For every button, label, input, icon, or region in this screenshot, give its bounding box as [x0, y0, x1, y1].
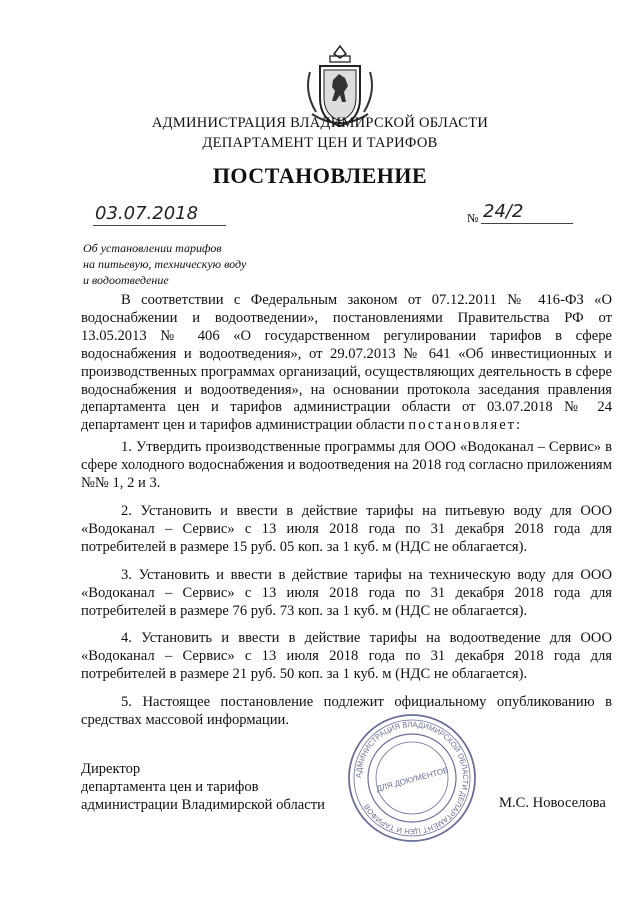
document-title: ПОСТАНОВЛЕНИЕ: [212, 163, 428, 188]
number-label: №: [467, 211, 479, 225]
signatory-name: М.С. Новоселова: [499, 795, 606, 811]
signature-department: департамента цен и тарифов: [81, 779, 259, 795]
stamp-center-text: ДЛЯ ДОКУМЕНТОВ: [375, 765, 450, 794]
header-department: ДЕПАРТАМЕНТ ЦЕН И ТАРИФОВ: [202, 135, 438, 151]
signature-administration: администрации Владимирской области: [81, 797, 325, 813]
preamble-paragraph: [81, 292, 612, 435]
header-administration: АДМИНИСТРАЦИЯ ВЛАДИМИРСКОЙ ОБЛАСТИ: [151, 115, 489, 131]
document-subject: [83, 240, 246, 288]
preamble-text: В соответствии с Федеральным законом от 07.12.2011 № 416-ФЗ «О водоснабжении и водоотведении», постановлениями Правительства РФ от 13.05.2013 № 406 «О государственном регулировании тарифов в сфере водоснабжения и водоотведения», от 29.07.2013 № 641 «Об инвестиционных и производственных программах организаций, осуществляющих деятельность в сфере водоснабжения и водоотведения», на основании протокола заседания правления департамента цен и тарифов администрации области от 03.07.2018 № 24 департамент цен и тарифов администрации области: [81, 292, 612, 434]
clause-1: 1. Утвердить производственные программы для ООО «Водоканал – Сервис» в сфере холодного водоснабжения и водоотведения на 2018 год согласно приложениям №№ 1, 2 и 3.: [81, 439, 612, 492]
document-number: 24/2: [481, 201, 573, 224]
subject-line: Об установлении тарифов: [83, 241, 222, 255]
clause-4: 4. Установить и ввести в действие тарифы на водоотведение для ООО «Водоканал – Сервис» с 13 июля 2018 года по 31 декабря 2018 года для потребителей в размере 21 руб. 50 коп. за 1 куб. м (НДС не облагается).: [81, 630, 612, 683]
official-stamp: [346, 712, 478, 844]
resolves-word: постановляет:: [408, 417, 523, 434]
signature-position: Директор: [81, 761, 141, 777]
clause-3: 3. Установить и ввести в действие тарифы на техническую воду для ООО «Водоканал – Сервис» с 13 июля 2018 года по 31 декабря 2018 года для потребителей в размере 76 руб. 73 коп. за 1 куб. м (НДС не облагается).: [81, 566, 612, 619]
signature-block: [81, 760, 325, 814]
clause-5: 5. Настоящее постановление подлежит официальному опубликованию в средствах массовой информации.: [81, 694, 612, 729]
document-date: 03.07.2018: [93, 203, 226, 226]
clause-2: 2. Установить и ввести в действие тарифы на питьевую воду для ООО «Водоканал – Сервис» с 13 июля 2018 года по 31 декабря 2018 года для потребителей в размере 15 руб. 05 коп. за 1 куб. м (НДС не облагается).: [81, 502, 612, 555]
subject-line: и водоотведение: [83, 273, 169, 287]
subject-line: на питьевую, техническую воду: [83, 257, 247, 271]
stamp-ring-text: АДМИНИСТРАЦИЯ ВЛАДИМИРСКОЙ ОБЛАСТИ ДЕПАРТАМЕНТ ЦЕН И ТАРИФОВ: [353, 719, 471, 837]
document-body: [81, 292, 612, 740]
